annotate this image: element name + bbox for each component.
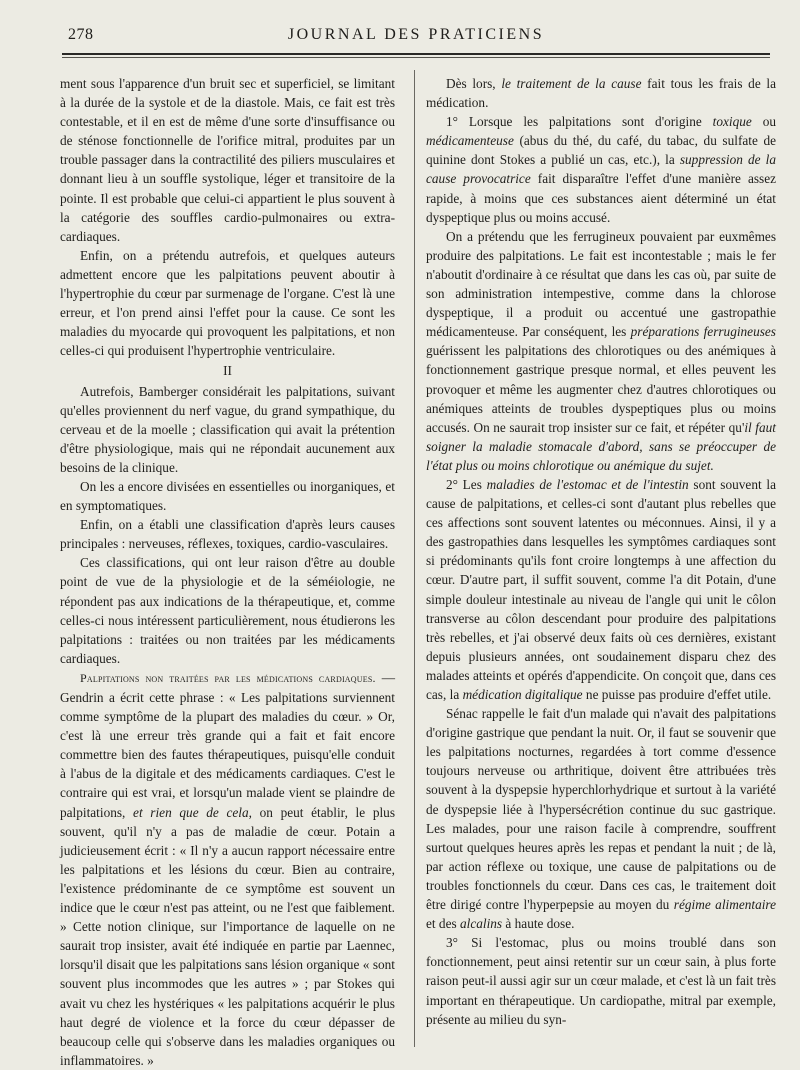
text-run: ne puisse pas produire d'effet utile.: [582, 687, 772, 702]
paragraph: [60, 668, 395, 1070]
journal-title: JOURNAL DES PRATICIENS: [287, 26, 545, 43]
text-run: à haute dose.: [502, 916, 575, 932]
paragraph: [426, 112, 776, 227]
paragraph: Enfin, on a prétendu autrefois, et quelques auteurs admettent encore que les palpitations peuvent aboutir à l'hypertrophie du cœur par surmenage de l'organe. C'est là une erreur, et l'on prend ainsi l'effet pour la cause. Ce sont les maladies du myocarde qui provoquent les palpitations, et non celles-ci qui produisent l'hypertrophie ventriculaire.: [60, 247, 395, 359]
text-run: sont souvent la cause de palpitations, et celles-ci sont d'autant plus rebelles que ces affections sont souvent latentes ou méconnues. Ainsi, il y a des gastropathies dans lesquelles les symptômes cardiaques sont si prédominants qu'ils font croire longtemps à une affection du cœur. D'autre part, il suffit souvent, comme l'a dit Potain, d'une simple douleur intestinale au niveau de l'angle qui unit le côlon transverse au côlon descendant pour produire des palpitations très rebelles, et j'ai observé deux faits où ces dernières, existant depuis plusieurs années, ont soudainement disparu chez des malades atteints et opérés d'appendicite. On conçoit que, dans ces cas, la: [426, 476, 776, 702]
text-run: Sénac rappelle le fait d'un malade qui n'avait des palpitations d'origine gastrique que pendant la nuit. Or, il faut se souvenir que les palpitations nocturnes, regardées à tort comme d'essence toujours nerveuse ou arthritique, doivent être attribuées très souvent à la dyspepsie hyperchlorhydrique et surtout à la variété de dyspepsie liée à l'hypersécrétion continue du suc gastrique. Les malades, pour une raison facile à comprendre, souffrent surtout quelques heures après les repas et pendant la nuit ; de là, par action réflexe ou toxique, une cause de palpitations ou de troubles fonctionnels du cœur. Dans ces cas, le traitement doit être dirigé contre l'hyperpepsie au moyen du: [426, 706, 776, 913]
text-run: (abus du thé, du café, du tabac, du sulfate de quinine dont Stokes a publié un cas, etc.), la: [426, 133, 776, 168]
text-run: fait tous les frais de la médication.: [426, 76, 777, 111]
paragraph: ment sous l'apparence d'un bruit sec et superficiel, se limitant à la durée de la systole et de la diastole. Mais, ce fait est très contestable, et il en est de même d'une sorte d'insuffisance ou de sténose fonctionnelle de l'orifice mitral, produites par un trouble passager dans la contractilité des piliers musculaires et donnant lieu à un souffle systolique, léger et transitoire de la pointe. Il est probable que celui-ci appartient le plus souvent à la catégorie des souffles cardio-pulmonaires ou extra-cardiaques.: [60, 76, 395, 244]
paragraph: [426, 74, 776, 112]
section-numeral: II: [223, 363, 232, 379]
text-run: 2° Les: [446, 476, 487, 492]
paragraph: Ces classifications, qui ont leur raison d'être au double point de vue de la physiologie et de la séméiologie, ne répondent pas aux indications de la thérapeutique, et, comme celles-ci nous intéressent particulièrement, nous étudierons les palpitations : traitées ou non traitées par les médicaments cardiaques.: [60, 555, 395, 666]
italic-run: le traitement de la cause: [501, 76, 642, 91]
text-run: — Gendrin a écrit cette phrase : « Les palpitations surviennent comme symptôme de la plupart des maladies du cœur. » Or, c'est là une erreur très grande qui a fait et fait encore commettre bien des fautes thérapeutiques, puisqu'elle conduit à l'abus de la digitale et des médicaments cardiaques. C'est le contraire qui est vrai, et lorsqu'un malade vient se plaindre de palpitations,: [60, 669, 395, 820]
text-run: Dès lors,: [446, 76, 502, 91]
text-run: 1° Lorsque les palpitations sont d'origine: [446, 114, 713, 130]
italic-run: maladies de l'estomac et de l'intestin: [486, 476, 689, 492]
paragraph: 3° Si l'estomac, plus ou moins troublé dans son fonctionnement, peut ainsi retentir sur un cœur sain, à plus forte raison peut-il aussi agir sur un cœur malade, et c'est là un fait très important en thérapeutique. Un cardiopathe, mitral par exemple, présente au milieu du syn-: [426, 935, 776, 1027]
text-run: On a prétendu que les ferrugineux pouvaient par euxmêmes produire des palpitations. Le fait est incontestable ; mais le fer n'aboutit d'ordinaire à ce résultat que dans les cas où, par suite de son administration intempestive, comme dans la chlorose dyspeptique, il a produit ou accentué une gastropathie médicamenteuse. Par conséquent, les: [426, 228, 776, 340]
header-rule-thin: [62, 57, 770, 58]
paragraph: [426, 227, 776, 475]
paragraph: [426, 704, 776, 933]
paragraph: [426, 475, 776, 704]
left-column: [60, 74, 395, 1070]
text-run: , on peut établir, le plus souvent, qu'il n'y a pas de maladie de cœur. Potain a judicieusement écrit : « Il n'y a aucun rapport nécessaire entre les palpitations et les lésions du cœur. Bien au contraire, l'existence prédominante de ce symptôme est souvent un indice que le cœur n'est pas atteint, ou ne l'est que faiblement. » Cette notion clinique, sur l'importance de laquelle on ne saurait trop insister, avait été indiquée en partie par Laennec, lorsqu'il disait que les palpitations sans lésion organique « sont souvent plus incommodes que les autres » ; par Stokes qui avait vu chez les hystériques « les palpitations acquérir le plus haut degré de violence et la force du cœur dépasser de beaucoup celle qui s'observe dans les maladies organiques ou inflammatoires. »: [60, 804, 395, 1068]
right-column: [426, 74, 776, 1029]
paragraph: Enfin, on a établi une classification d'après leurs causes principales : nerveuses, réflexes, toxiques, cardio-vasculaires.: [60, 517, 395, 552]
text-run: et des: [426, 916, 460, 932]
paragraph: On les a encore divisées en essentielles ou inorganiques, et en symptomatiques.: [60, 478, 395, 514]
text-run: fait disparaître l'effet d'une manière assez rapide, à moins que ces substances aient déterminé un état dyspeptique plus ou moins accusé.: [426, 171, 777, 225]
italic-run: et rien que de cela: [133, 804, 249, 820]
italic-run: régime alimentaire: [673, 897, 776, 913]
italic-run: il faut soigner la maladie stomacale d'abord, sans se préoccuper de l'état plus ou moins chlorotique ou anémique du sujet.: [426, 419, 776, 473]
italic-run: suppression de la cause provocatrice: [426, 152, 776, 187]
text-run: guérissent les palpitations des chlorotiques ou des anémiques à fonctionnement gastrique presque normal, et elles peuvent les provoquer et même les augmenter chez d'autres chlorotiques ou anémiques atteints de troubles dyspeptiques plus ou moins accusés. On ne saurait trop insister sur ce fait, et répéter qu': [426, 343, 776, 435]
italic-run: toxique: [712, 114, 752, 130]
header-rule: [62, 53, 770, 55]
column-divider: [414, 70, 415, 1047]
text-run: ou: [751, 114, 776, 130]
page-header: [62, 26, 770, 52]
italic-run: préparations ferrugineuses: [630, 324, 776, 340]
section-heading: Palpitations non traitées par les médications cardiaques.: [80, 670, 376, 685]
paragraph: Autrefois, Bamberger considérait les palpitations, suivant qu'elles proviennent du nerf vague, du grand sympathique, du cerveau et de la moelle ; classification qui avait la prétention d'être physiologique, mais qui ne répondait aucunement aux besoins de la clinique.: [60, 383, 395, 475]
italic-run: médication digitalique: [462, 687, 583, 702]
page-number: 278: [68, 26, 94, 43]
italic-run: médicamenteuse: [426, 133, 514, 149]
italic-run: alcalins: [459, 916, 503, 932]
